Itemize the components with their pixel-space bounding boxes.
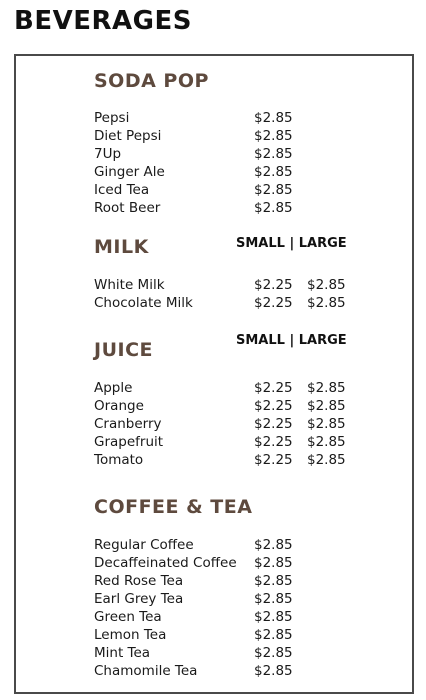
list-item — [16, 146, 412, 164]
item-price-small: $2.25 — [254, 452, 293, 468]
item-name: Ginger Ale — [94, 164, 165, 180]
item-name: Chocolate Milk — [94, 295, 193, 311]
item-name: Lemon Tea — [94, 627, 167, 643]
list-item — [16, 627, 412, 645]
item-price-large: $2.85 — [307, 416, 346, 432]
item-name: Chamomile Tea — [94, 663, 198, 679]
item-price: $2.85 — [254, 110, 293, 126]
item-name: Red Rose Tea — [94, 573, 184, 589]
size-header: SMALL | LARGE — [236, 236, 347, 251]
item-name: Mint Tea — [94, 645, 151, 661]
item-name: Green Tea — [94, 609, 162, 625]
list-item — [16, 200, 412, 218]
item-price: $2.85 — [254, 128, 293, 144]
item-price: $2.85 — [254, 573, 293, 589]
item-name: Apple — [94, 380, 133, 396]
item-name: Diet Pepsi — [94, 128, 162, 144]
list-item — [16, 295, 412, 313]
item-price-small: $2.25 — [254, 398, 293, 414]
section-title-juice: JUICE — [94, 339, 153, 361]
list-item — [16, 128, 412, 146]
list-item — [16, 277, 412, 295]
list-item — [16, 110, 412, 128]
item-price: $2.85 — [254, 591, 293, 607]
list-item — [16, 416, 412, 434]
item-name: Grapefruit — [94, 434, 164, 450]
item-price: $2.85 — [254, 609, 293, 625]
list-item — [16, 182, 412, 200]
list-item — [16, 537, 412, 555]
item-price-small: $2.25 — [254, 380, 293, 396]
item-price-large: $2.85 — [307, 380, 346, 396]
list-item — [16, 591, 412, 609]
list-item — [16, 573, 412, 591]
item-name: Iced Tea — [94, 182, 150, 198]
list-item — [16, 609, 412, 627]
item-price-small: $2.25 — [254, 277, 293, 293]
item-name: Root Beer — [94, 200, 161, 216]
list-item — [16, 555, 412, 573]
item-price-large: $2.85 — [307, 398, 346, 414]
item-name: White Milk — [94, 277, 165, 293]
list-item — [16, 164, 412, 182]
item-price: $2.85 — [254, 627, 293, 643]
size-header: SMALL | LARGE — [236, 333, 347, 348]
item-price: $2.85 — [254, 645, 293, 661]
item-price-large: $2.85 — [307, 277, 346, 293]
item-price: $2.85 — [254, 200, 293, 216]
item-name: Regular Coffee — [94, 537, 194, 553]
item-price-large: $2.85 — [307, 295, 346, 311]
item-price: $2.85 — [254, 146, 293, 162]
item-name: Tomato — [94, 452, 144, 468]
menu-box — [14, 54, 414, 694]
list-item — [16, 452, 412, 470]
list-item — [16, 380, 412, 398]
item-price: $2.85 — [254, 555, 293, 571]
item-price-small: $2.25 — [254, 434, 293, 450]
page-title: BEVERAGES — [14, 6, 192, 36]
list-item — [16, 398, 412, 416]
item-name: Pepsi — [94, 110, 130, 126]
item-name: Orange — [94, 398, 144, 414]
item-price: $2.85 — [254, 663, 293, 679]
list-item — [16, 645, 412, 663]
list-item — [16, 663, 412, 681]
section-title-coffee-tea: COFFEE & TEA — [94, 496, 253, 518]
item-price: $2.85 — [254, 182, 293, 198]
list-item — [16, 434, 412, 452]
item-name: Earl Grey Tea — [94, 591, 184, 607]
item-name: Cranberry — [94, 416, 162, 432]
item-name: 7Up — [94, 146, 122, 162]
section-title-milk: MILK — [94, 236, 149, 258]
item-price: $2.85 — [254, 164, 293, 180]
item-price-large: $2.85 — [307, 452, 346, 468]
item-price-small: $2.25 — [254, 416, 293, 432]
item-name: Decaffeinated Coffee — [94, 555, 237, 571]
item-price-small: $2.25 — [254, 295, 293, 311]
section-title-soda-pop: SODA POP — [94, 70, 209, 92]
item-price-large: $2.85 — [307, 434, 346, 450]
item-price: $2.85 — [254, 537, 293, 553]
